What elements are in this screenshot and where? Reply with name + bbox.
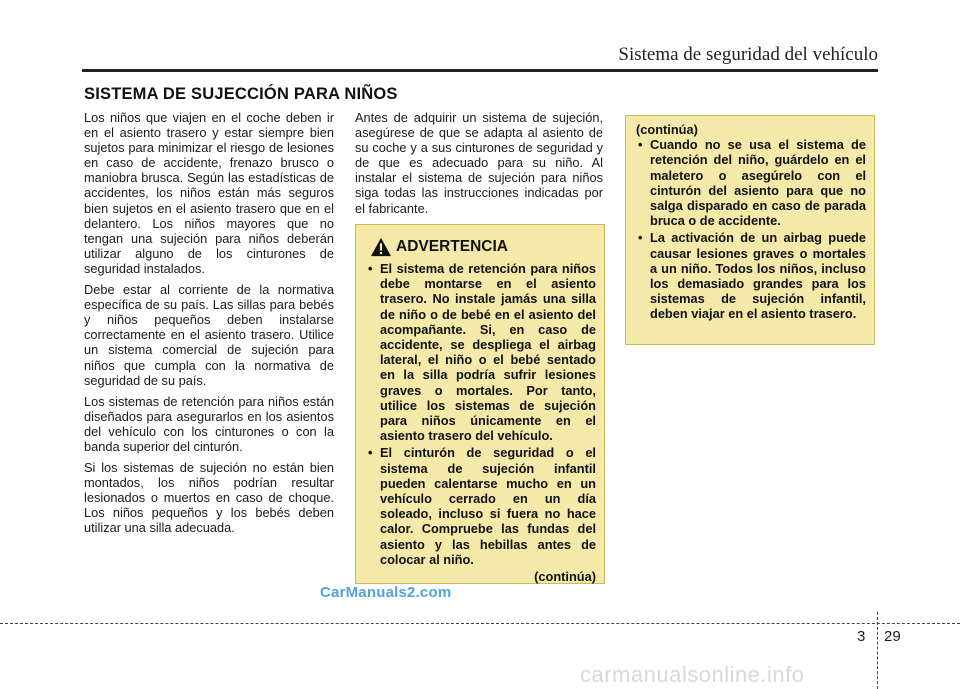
warning-item: • El sistema de retención para niños debe montarse en el asiento trasero. No instale jamás una silla de niño o de bebé en el asiento del acompañante. Si, en caso de accidente, se despliega el airbag lateral, el niño o el bebé sentado en la silla podría sufrir lesiones graves o mortales. Por tanto, utilice los sistemas de sujeción para niños únicamente en el asiento trasero del vehículo.: [366, 261, 596, 443]
watermark-link[interactable]: CarManuals2.com: [320, 584, 452, 601]
header-rule: [82, 69, 878, 72]
continued-warning-box: [625, 115, 875, 345]
warning-title: ADVERTENCIA: [396, 238, 508, 256]
warning-item: • El cinturón de seguridad o el sistema de sujeción infantil pueden calentarse mucho en un vehículo cerrado en un día soleado, incluso si fuera no hace calor. Compruebe las fundas del asiento y las hebillas antes de colocar al niño.: [366, 445, 596, 567]
warning-list: [366, 261, 596, 567]
body-paragraph: Si los sistemas de sujeción no están bien montados, los niños podrían resultar lesionados o muertos en caso de choque. Los niños pequeños y los bebés deben utilizar una silla adecuada.: [84, 460, 334, 536]
body-paragraph: Debe estar al corriente de la normativa específica de su país. Las sillas para bebés y niños pequeños deben instalarse correctamente en el asiento trasero. Utilice un sistema comercial de sujeción para niños que cumpla con la normativa de seguridad de su país.: [84, 282, 334, 388]
warning-heading: [370, 237, 596, 257]
chapter-number: 3: [857, 628, 866, 645]
footer-site-watermark[interactable]: carmanualsonline.info: [580, 662, 805, 687]
body-paragraph: Los sistemas de retención para niños están diseñados para asegurarlos en los asientos del vehículo con los cinturones o con la banda superior del cinturón.: [84, 393, 334, 454]
body-paragraph: Los niños que viajen en el coche deben ir en el asiento trasero y estar siempre bien sujetos para minimizar el riesgo de lesiones en caso de accidente, frenazo brusco o maniobra brusca. Según las estadísticas de accidentes, los niños están más seguros bien sujetos en el asiento trasero que en el delantero. Los niños mayores que no tengan una sujeción para niños deberán utilizar alguno de los cinturones de seguridad instalados.: [84, 110, 334, 276]
continued-item: • Cuando no se usa el sistema de retención del niño, guárdelo en el maletero o asegúrelo con el cinturón del asiento para que no salga disparado en caso de parada bruca o de accidente.: [636, 137, 866, 228]
continued-list: [636, 137, 866, 321]
section-title: SISTEMA DE SUJECCIÓN PARA NIÑOS: [84, 85, 398, 103]
page-number-divider: [877, 612, 878, 689]
column-left: [84, 110, 334, 542]
page-number: 29: [884, 628, 901, 645]
warning-triangle-icon: [370, 237, 392, 257]
continues-note: (continúa): [534, 569, 596, 585]
warning-box: [355, 224, 605, 584]
body-paragraph: Antes de adquirir un sistema de sujeción, asegúrese de que se adapta al asiento de su coche y a sus cinturones de seguridad y de que es adecuado para su niño. Al instalar el sistema de sujeción para niños siga todas las instrucciones indicadas por el fabricante.: [355, 110, 603, 216]
continued-item: • La activación de un airbag puede causar lesiones graves o mortales a un niño. Todos los niños, incluso los demasiado grandes para los sistemas de sujeción infantil, deben viajar en el asiento trasero.: [636, 230, 866, 321]
continued-heading: (continúa): [636, 122, 698, 137]
page-header-title: Sistema de seguridad del vehículo: [618, 44, 878, 65]
footer-dashed-rule: [0, 623, 960, 624]
column-middle: [355, 110, 603, 222]
